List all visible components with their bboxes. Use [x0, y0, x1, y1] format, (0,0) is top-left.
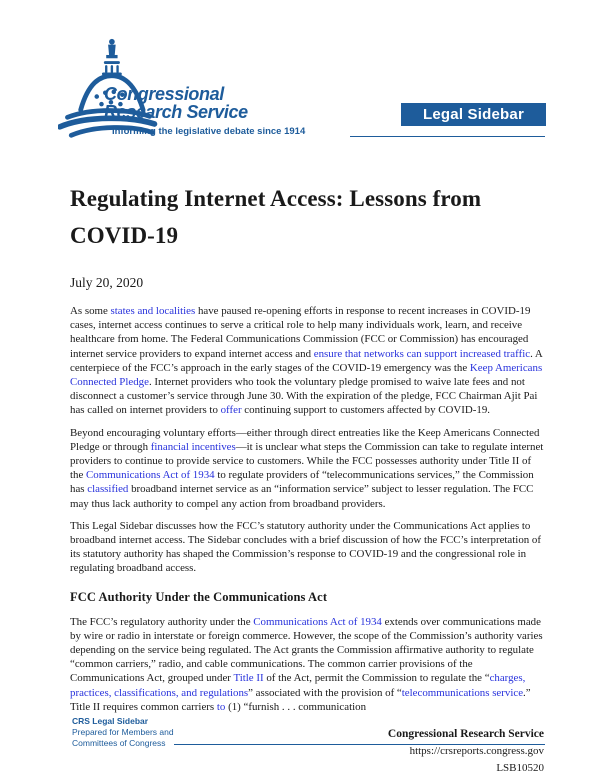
text-run: This Legal Sidebar discusses how the FCC’s statutory authority under the Communications Act applies to broadband internet access. The Sidebar concludes with a brief discussion of how the FCC’s interpretation of its statutory authority has shaped the Commission’s response to COVID-19 and the congressional role in regulating broadband access.: [70, 519, 542, 575]
bottom-note-line3: Committees of Congress: [72, 738, 166, 748]
text-run: broadband internet service as an “information service” subject to lesser regulation. The FCC may thus lack authority to compel any action from broadband providers.: [70, 483, 534, 510]
text-run: have paused re-opening efforts in response to recent increases in COVID-19 cases, internet access continues to serve a critical role to help many individuals work, learn, and receive healthcare from home. The Federal Communications Commission (FCC or Commission) has encouraged internet service providers to expand internet access and: [70, 305, 531, 360]
inline-link[interactable]: classified: [87, 483, 129, 496]
text-run: continuing support to customers affected by COVID-19.: [241, 404, 490, 417]
inline-link[interactable]: Keep Americans Connected Pledge: [70, 361, 543, 389]
bottom-divider: [174, 744, 545, 745]
inline-link[interactable]: Communications Act of 1934: [253, 615, 382, 628]
inline-link[interactable]: charges, practices, classifications, and regulations: [70, 672, 526, 699]
text-run: . A centerpiece of the FCC’s approach in the early stages of the COVID-19 emergency was the: [70, 347, 543, 374]
bottom-note-row: [72, 738, 545, 749]
inline-link[interactable]: telecommunications service: [401, 686, 524, 699]
section-paragraphs: [70, 615, 544, 714]
bottom-note-line2: Prepared for Members and: [72, 727, 174, 737]
inline-link[interactable]: Communications Act of 1934: [86, 469, 215, 482]
inline-link[interactable]: to: [216, 700, 226, 713]
page-title: Regulating Internet Access: Lessons from COVID-19: [70, 186, 482, 248]
text-run: As some: [70, 305, 111, 317]
text-run: of the Act, permit the Commission to regulate the “: [263, 672, 490, 685]
bottom-note: [72, 716, 545, 749]
text-run: (1) “furnish . . . communication: [225, 700, 367, 713]
org-name-line1: Congressional: [104, 84, 224, 104]
footer-doc-id: LSB10520: [496, 762, 544, 775]
footer-url: https://crsreports.congress.gov: [409, 745, 544, 758]
org-tagline: Informing the legislative debate since 1914: [112, 126, 306, 137]
text-run: —it is unclear what steps the Commission can take to regulate internet providers to continue to provide service to customers. While the FCC possesses authority under Title II of the: [70, 440, 544, 482]
paragraph: [70, 519, 544, 576]
section-heading: FCC Authority Under the Communications Act: [70, 589, 328, 604]
document-date: July 20, 2020: [70, 275, 144, 290]
document-body: [70, 180, 544, 777]
org-name-line2: Research Service: [104, 102, 248, 122]
text-run: . Internet providers who took the voluntary pledge promised to waive late fees and not disconnect a customer’s service through June 30. With the expiration of the pledge, FCC Chairman Ajit Pai has called on internet providers to: [70, 376, 538, 417]
org-name: [104, 85, 248, 121]
text-run: ” associated with the provision of “: [248, 686, 402, 699]
inline-link[interactable]: Title II: [233, 672, 264, 685]
footer-org: Congressional Research Service: [387, 728, 544, 741]
text-run: Beyond encouraging voluntary efforts—either through direct entreaties like the Keep Americans Connected Pledge or through: [70, 426, 540, 453]
text-run: .” Title II requires common carriers: [70, 686, 531, 713]
legal-sidebar-badge: Legal Sidebar: [401, 103, 546, 126]
paragraph: [70, 426, 544, 511]
inline-link[interactable]: offer: [220, 404, 242, 417]
inline-link[interactable]: financial incentives: [150, 440, 236, 453]
text-run: to regulate providers of “telecommunications services,” the Commission has: [70, 469, 534, 496]
header-divider: [350, 136, 545, 137]
paragraph: [70, 615, 544, 714]
inline-link[interactable]: states and localities: [110, 305, 196, 317]
inline-link[interactable]: ensure that networks can support increased traffic: [313, 347, 531, 360]
text-run: The FCC’s regulatory authority under the: [70, 615, 254, 628]
text-run: extends over communications made by wire or radio in interstate or foreign commerce. However, the scope of the Commission’s authority varies depending on the service being regulated. The Act grants the Commission affirmative authority to regulate “common carriers,” radio, and cable communications. The common carrier provisions of the Communications Act, grouped under: [70, 615, 543, 685]
intro-paragraphs: [70, 304, 544, 576]
paragraph: [70, 304, 544, 418]
bottom-note-title: CRS Legal Sidebar: [72, 716, 149, 726]
